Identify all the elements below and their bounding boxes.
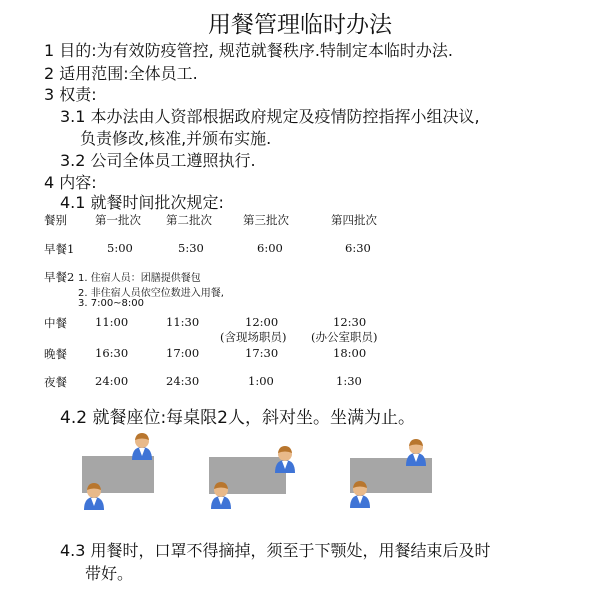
- schedule-lunch-time3: 12:00: [245, 315, 279, 329]
- person-icon: [209, 481, 233, 509]
- schedule-header-meal: 餐别: [44, 213, 67, 227]
- section-3-1-line2: 负责修改,核准,并颁布实施.: [80, 129, 272, 148]
- section-4-3-line2: 带好。: [85, 564, 134, 583]
- schedule-night-time2: 24:30: [166, 374, 200, 388]
- schedule-breakfast2-label: 早餐2: [44, 270, 75, 284]
- page-title: 用餐管理临时办法: [208, 12, 392, 38]
- person-icon: [404, 438, 428, 466]
- schedule-header-batch1: 第一批次: [95, 213, 141, 227]
- schedule-dinner-time1: 16:30: [95, 346, 129, 360]
- schedule-breakfast1-time1: 5:00: [107, 241, 133, 255]
- schedule-night-time4: 1:30: [336, 374, 362, 388]
- schedule-breakfast1-time3: 6:00: [257, 241, 283, 255]
- schedule-lunch-time1: 11:00: [95, 315, 129, 329]
- person-icon: [130, 432, 154, 460]
- section-purpose: 1 目的:为有效防疫管控, 规范就餐秩序.特制定本临时办法.: [44, 41, 454, 60]
- schedule-breakfast2-note1: 1. 住宿人员：团膳提供餐包: [78, 273, 201, 284]
- schedule-night-label: 夜餐: [44, 375, 67, 389]
- schedule-lunch-time4: 12:30: [333, 315, 367, 329]
- person-icon: [348, 480, 372, 508]
- schedule-breakfast1-time2: 5:30: [178, 241, 204, 255]
- schedule-lunch-sub4: (办公室职员): [311, 330, 378, 344]
- section-content: 4 内容:: [44, 173, 97, 192]
- schedule-breakfast2-note3: 3. 7:00~8:00: [78, 298, 145, 309]
- schedule-breakfast1-time4: 6:30: [345, 241, 371, 255]
- person-icon: [82, 482, 106, 510]
- schedule-breakfast1-label: 早餐1: [44, 242, 75, 256]
- schedule-header-batch4: 第四批次: [331, 213, 377, 227]
- schedule-header-batch2: 第二批次: [166, 213, 212, 227]
- schedule-night-time1: 24:00: [95, 374, 129, 388]
- section-4-3-line1: 4.3 用餐时，口罩不得摘掉，须至于下颚处，用餐结束后及时: [60, 541, 491, 560]
- schedule-header-batch3: 第三批次: [243, 213, 289, 227]
- schedule-lunch-time2: 11:30: [166, 315, 200, 329]
- section-4-1: 4.1 就餐时间批次规定:: [60, 193, 224, 212]
- section-3-1-line1: 3.1 本办法由人资部根据政府规定及疫情防控指挥小组决议,: [60, 107, 480, 126]
- schedule-dinner-time4: 18:00: [333, 346, 367, 360]
- schedule-lunch-label: 中餐: [44, 316, 67, 330]
- schedule-dinner-time3: 17:30: [245, 346, 279, 360]
- schedule-lunch-sub3: (含现场职员): [220, 330, 287, 344]
- schedule-dinner-time2: 17:00: [166, 346, 200, 360]
- schedule-breakfast2-note2: 2. 非住宿人员依空位数进入用餐,: [78, 288, 224, 299]
- schedule-night-time3: 1:00: [248, 374, 274, 388]
- section-3-2: 3.2 公司全体员工遵照执行.: [60, 151, 256, 170]
- person-icon: [273, 445, 297, 473]
- schedule-dinner-label: 晚餐: [44, 347, 67, 361]
- section-responsibility: 3 权责:: [44, 85, 97, 104]
- section-4-2: 4.2 就餐座位:每桌限2人，斜对坐。坐满为止。: [60, 408, 415, 428]
- section-scope: 2 适用范围:全体员工.: [44, 64, 198, 83]
